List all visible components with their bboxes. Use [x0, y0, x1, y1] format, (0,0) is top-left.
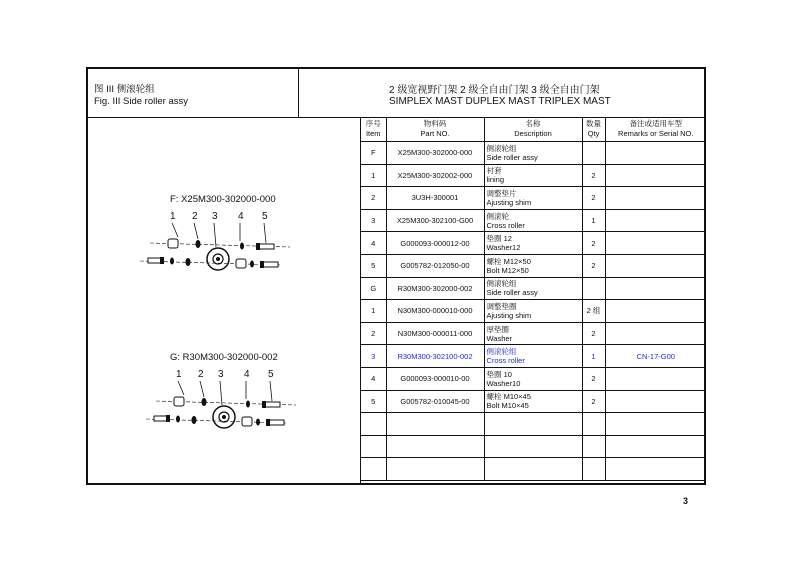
bushing-part	[236, 259, 246, 268]
col-qty: 数量 Qty	[582, 117, 605, 142]
callout-2: 2	[192, 211, 198, 222]
callout-4: 4	[244, 369, 250, 380]
cell-description	[484, 254, 582, 277]
figure-title-cn: 图 III 侧滚轮组	[94, 84, 155, 95]
cell-item: 4	[361, 232, 386, 255]
cell-qty: 2	[582, 232, 605, 255]
cell-description	[484, 458, 582, 481]
mast-type-box	[299, 69, 704, 117]
cell-part-no	[386, 413, 484, 436]
cell-description	[484, 232, 582, 255]
col-description: 名称 Description	[484, 117, 582, 142]
cell-remarks	[605, 142, 706, 165]
cell-remarks	[605, 164, 706, 187]
cell-description	[484, 390, 582, 413]
col-remarks: 备注或适用车型 Remarks or Serial NO.	[605, 117, 706, 142]
bolt-head	[256, 243, 260, 250]
cell-remarks	[605, 232, 706, 255]
desc-cn: 垫圈 12	[486, 234, 512, 244]
callout-1: 1	[176, 369, 182, 380]
roller-bore	[222, 415, 226, 419]
cell-description	[484, 277, 582, 300]
cell-item: 5	[361, 254, 386, 277]
cell-description	[484, 300, 582, 323]
desc-en: Cross roller	[486, 356, 525, 366]
cell-description	[484, 413, 582, 436]
cell-remarks	[605, 187, 706, 210]
table-row	[361, 209, 706, 232]
col-item: 序号 Item	[361, 117, 386, 142]
table-row	[361, 322, 706, 345]
desc-cn: 侧滚轮	[486, 211, 509, 221]
cell-part-no: R30M300-302100-002	[386, 345, 484, 368]
cell-qty: 2	[582, 367, 605, 390]
cell-qty: 2	[582, 254, 605, 277]
callout-4: 4	[238, 211, 244, 222]
assembly-label-g: G: R30M300-302000-002	[170, 352, 278, 363]
table-row	[361, 300, 706, 323]
cell-part-no: X25M300-302000-000	[386, 142, 484, 165]
cell-item	[361, 458, 386, 481]
table-row	[361, 435, 706, 458]
cell-item: F	[361, 142, 386, 165]
bolt-part	[258, 244, 274, 249]
table-row	[361, 187, 706, 210]
desc-en: Washer	[486, 333, 513, 343]
cell-item: 4	[361, 367, 386, 390]
cell-qty: 2	[582, 187, 605, 210]
bolt-head	[160, 257, 164, 264]
desc-cn: 螺栓 M12×50	[486, 256, 531, 266]
washer-part	[250, 261, 254, 268]
cell-item: 2	[361, 187, 386, 210]
col-part-no: 物料码 Part NO.	[386, 117, 484, 142]
parts-table-body	[361, 142, 706, 481]
table-row	[361, 232, 706, 255]
cell-remarks	[605, 367, 706, 390]
cell-remarks	[605, 413, 706, 436]
cell-qty: 2	[582, 322, 605, 345]
table-header-row	[361, 117, 706, 142]
cell-description	[484, 322, 582, 345]
callout-3: 3	[218, 369, 224, 380]
bolt-part	[268, 420, 284, 425]
cell-qty: 1	[582, 345, 605, 368]
desc-cn: 螺栓 M10×45	[486, 392, 531, 402]
roller-bore	[216, 257, 220, 261]
mast-types-cn: 2 级宽视野门架 2 级全自由门架 3 级全自由门架	[389, 85, 600, 96]
cell-qty: 2	[582, 164, 605, 187]
cell-item: G	[361, 277, 386, 300]
exploded-drawing	[88, 117, 361, 485]
cell-part-no: N30M300-000011-000	[386, 322, 484, 345]
cell-qty	[582, 435, 605, 458]
desc-en: Bolt M12×50	[486, 265, 529, 275]
cell-part-no: G000093-000010-00	[386, 367, 484, 390]
washer-part	[246, 401, 250, 408]
leader-line	[264, 223, 266, 243]
table-row	[361, 164, 706, 187]
desc-en: Bolt M10×45	[486, 401, 529, 411]
shim-part	[192, 416, 197, 424]
callout-5: 5	[262, 211, 268, 222]
cell-item	[361, 413, 386, 436]
cell-part-no	[386, 458, 484, 481]
drawing-svg	[88, 117, 360, 485]
page-number: 3	[683, 496, 689, 506]
cell-remarks	[605, 277, 706, 300]
cell-item: 3	[361, 209, 386, 232]
cell-remarks	[605, 390, 706, 413]
leader-line	[220, 381, 222, 405]
washer-part	[176, 416, 180, 423]
cell-part-no: G005782-012050-00	[386, 254, 484, 277]
bushing-part	[174, 397, 184, 406]
cell-item: 3	[361, 345, 386, 368]
header	[88, 69, 704, 118]
cell-description	[484, 209, 582, 232]
desc-cn: 厚垫圈	[486, 324, 509, 334]
leader-line	[194, 223, 198, 239]
leader-line	[200, 381, 204, 397]
table-row	[361, 277, 706, 300]
desc-en: Washer10	[486, 378, 521, 388]
bolt-head	[262, 401, 266, 408]
page-frame	[86, 67, 706, 485]
desc-en: Side roller assy	[486, 288, 538, 298]
cell-remarks	[605, 254, 706, 277]
bushing-part	[168, 239, 178, 248]
figure-title-en: Fig. III Side roller assy	[94, 96, 188, 107]
cell-qty: 2	[582, 390, 605, 413]
cell-remarks	[605, 458, 706, 481]
bolt-part	[148, 258, 162, 263]
cell-qty: 1	[582, 209, 605, 232]
desc-cn: 垫圈 10	[486, 369, 512, 379]
cell-qty	[582, 458, 605, 481]
bolt-part	[264, 402, 280, 407]
bolt-part	[262, 262, 278, 267]
desc-cn: 衬套	[486, 166, 502, 176]
table-row	[361, 458, 706, 481]
table-row	[361, 142, 706, 165]
cell-part-no: G005782-010045-00	[386, 390, 484, 413]
shim-part	[202, 398, 207, 406]
assembly-g-diagram	[146, 369, 296, 428]
cell-item	[361, 435, 386, 458]
washer-part	[256, 419, 260, 426]
cell-part-no: 3U3H-300001	[386, 187, 484, 210]
cell-remarks	[605, 209, 706, 232]
cell-part-no: X25M300-302100-G00	[386, 209, 484, 232]
figure-title-box	[88, 69, 299, 117]
cell-part-no: N30M300-000010-000	[386, 300, 484, 323]
desc-en: Ajusting shim	[486, 197, 532, 207]
desc-cn: 调整垫片	[486, 188, 517, 198]
callout-3: 3	[212, 211, 218, 222]
cell-description	[484, 435, 582, 458]
desc-cn: 侧滚轮组	[486, 143, 517, 153]
cell-item: 1	[361, 300, 386, 323]
shim-part	[196, 240, 201, 248]
leader-line	[214, 223, 216, 247]
assembly-label-f: F: X25M300-302000-000	[170, 194, 276, 205]
shim-part	[186, 258, 191, 266]
leader-line	[270, 381, 272, 401]
desc-cn: 调整垫圈	[486, 301, 517, 311]
cell-remarks: CN-17-G00	[605, 345, 706, 368]
bushing-part	[242, 417, 252, 426]
cell-description	[484, 367, 582, 390]
mast-types-en: SIMPLEX MAST DUPLEX MAST TRIPLEX MAST	[389, 96, 611, 107]
cell-description	[484, 345, 582, 368]
cell-description	[484, 164, 582, 187]
cell-part-no: G000093-000012-00	[386, 232, 484, 255]
bolt-part	[154, 416, 168, 421]
parts-table	[361, 117, 706, 481]
bolt-head	[260, 261, 264, 268]
washer-part	[170, 258, 174, 265]
bolt-head	[166, 415, 170, 422]
cell-remarks	[605, 435, 706, 458]
cell-qty	[582, 413, 605, 436]
cell-qty	[582, 277, 605, 300]
cell-item: 2	[361, 322, 386, 345]
cell-description	[484, 187, 582, 210]
cell-part-no: R30M300-302000-002	[386, 277, 484, 300]
table-row	[361, 254, 706, 277]
table-row	[361, 390, 706, 413]
table-row	[361, 413, 706, 436]
callout-2: 2	[198, 369, 204, 380]
table-row	[361, 367, 706, 390]
cell-qty: 2 组	[582, 300, 605, 323]
desc-cn: 侧滚轮组	[486, 279, 517, 289]
leader-line	[172, 223, 178, 237]
bolt-head	[266, 419, 270, 426]
desc-en: Cross roller	[486, 220, 525, 230]
desc-en: Washer12	[486, 243, 521, 253]
cell-remarks	[605, 300, 706, 323]
assembly-f-diagram	[140, 211, 290, 270]
desc-en: Side roller assy	[486, 152, 538, 162]
cell-item: 5	[361, 390, 386, 413]
cell-remarks	[605, 322, 706, 345]
washer-part	[240, 243, 244, 250]
cell-part-no	[386, 435, 484, 458]
leader-line	[178, 381, 184, 395]
cell-qty	[582, 142, 605, 165]
cell-part-no: X25M300-302002-000	[386, 164, 484, 187]
callout-1: 1	[170, 211, 176, 222]
cell-description	[484, 142, 582, 165]
desc-cn: 侧滚轮组	[486, 347, 517, 357]
desc-en: lining	[486, 175, 505, 185]
desc-en: Ajusting shim	[486, 310, 532, 320]
callout-5: 5	[268, 369, 274, 380]
table-row	[361, 345, 706, 368]
cell-item: 1	[361, 164, 386, 187]
